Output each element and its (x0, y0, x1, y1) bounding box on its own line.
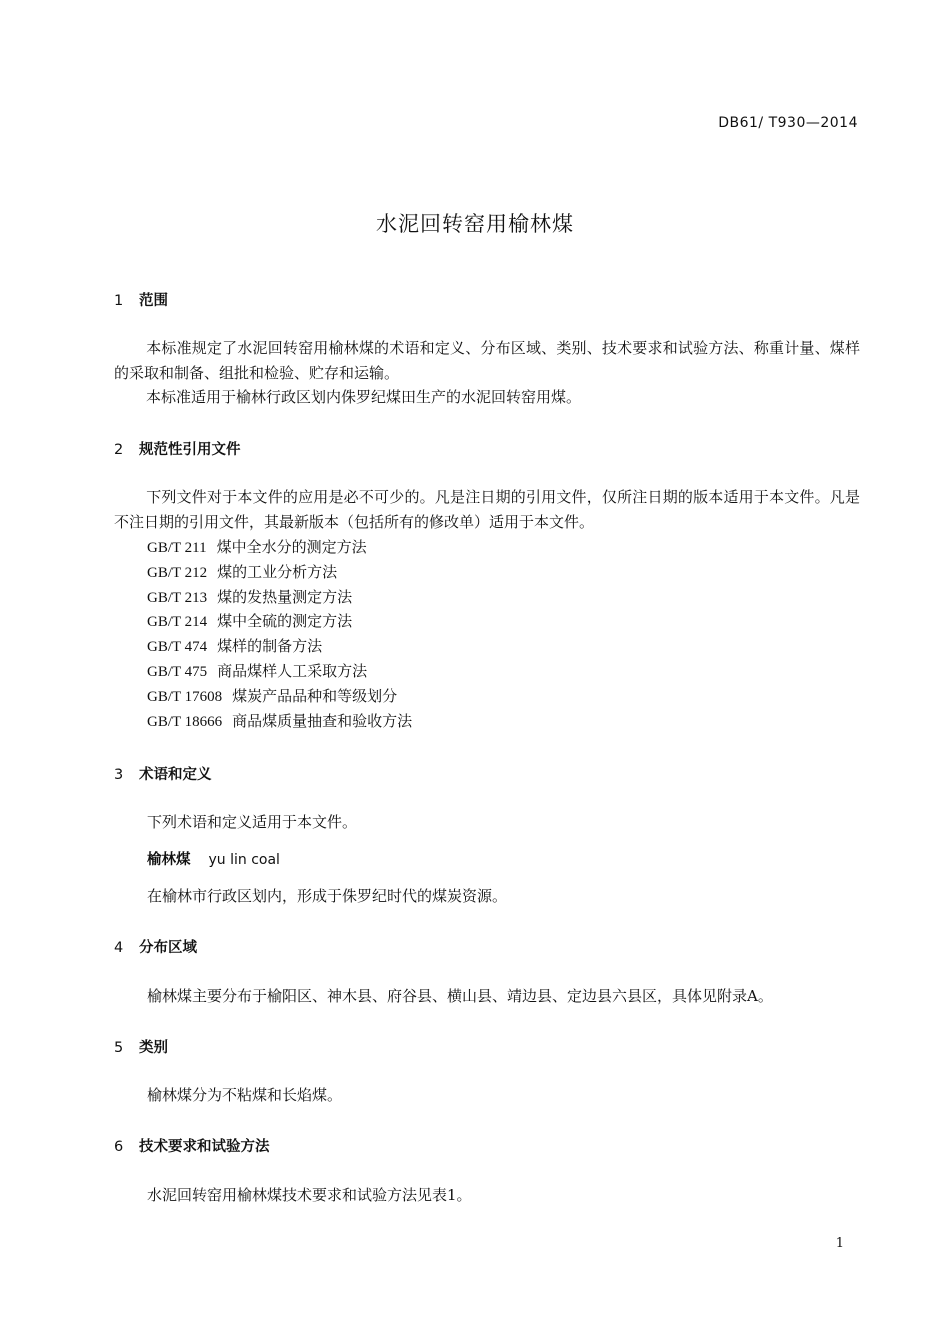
section-number: 5 (114, 1040, 124, 1056)
reference-item: GB/T 213 煤的发热量测定方法 (147, 588, 353, 606)
references-paragraph: 下列文件对于本文件的应用是必不可少的。凡是注日期的引用文件，仅所注日期的版本适用于本文件。凡是不注日期的引用文件，其最新版本（包括所有的修改单）适用于本文件。 (114, 488, 860, 531)
section-heading-terms (114, 763, 212, 784)
technical-requirements-text: 水泥回转窑用榆林煤技术要求和试验方法见表1。 (147, 1186, 472, 1204)
section-heading-normative-references (114, 438, 241, 459)
term-english: yu lin coal (208, 852, 280, 868)
reference-item: GB/T 474 煤样的制备方法 (147, 637, 323, 655)
section-title: 规范性引用文件 (139, 442, 241, 458)
section-number: 6 (114, 1139, 124, 1155)
section-title: 技术要求和试验方法 (139, 1139, 270, 1155)
section-number: 1 (114, 293, 124, 309)
section-title: 范围 (139, 293, 168, 309)
standard-code: DB61/ T930—2014 (718, 115, 858, 131)
distribution-text: 榆林煤主要分布于榆阳区、神木县、府谷县、横山县、靖边县、定边县六县区，具体见附录A。 (147, 987, 773, 1005)
reference-item: GB/T 211 煤中全水分的测定方法 (147, 538, 367, 556)
scope-paragraph-1: 本标准规定了水泥回转窑用榆林煤的术语和定义、分布区域、类别、技术要求和试验方法、称重计量、煤样的采取和制备、组批和检验、贮存和运输。 (114, 339, 860, 382)
reference-item: GB/T 475 商品煤样人工采取方法 (147, 662, 368, 680)
section-number: 4 (114, 940, 124, 956)
section-heading-scope (114, 289, 168, 310)
section-number: 2 (114, 442, 124, 458)
page-number: 1 (835, 1236, 844, 1251)
terms-intro: 下列术语和定义适用于本文件。 (147, 813, 358, 831)
category-text: 榆林煤分为不粘煤和长焰煤。 (147, 1086, 343, 1104)
term-definition: 在榆林市行政区划内，形成于侏罗纪时代的煤炭资源。 (147, 887, 508, 905)
section-heading-category (114, 1036, 168, 1057)
reference-item: GB/T 17608 煤炭产品品种和等级划分 (147, 687, 398, 705)
term-entry (147, 848, 280, 869)
reference-item: GB/T 18666 商品煤质量抽查和验收方法 (147, 712, 413, 730)
reference-item: GB/T 214 煤中全硫的测定方法 (147, 612, 353, 630)
term-chinese: 榆林煤 (147, 852, 191, 868)
reference-item: GB/T 212 煤的工业分析方法 (147, 563, 338, 581)
section-title: 类别 (139, 1040, 168, 1056)
section-title: 分布区域 (139, 940, 197, 956)
scope-paragraph-2: 本标准适用于榆林行政区划内侏罗纪煤田生产的水泥回转窑用煤。 (146, 388, 582, 406)
section-number: 3 (114, 767, 124, 783)
section-heading-technical-requirements (114, 1135, 270, 1156)
section-heading-distribution (114, 936, 197, 957)
section-title: 术语和定义 (139, 767, 212, 783)
document-title: 水泥回转窑用榆林煤 (376, 212, 574, 236)
